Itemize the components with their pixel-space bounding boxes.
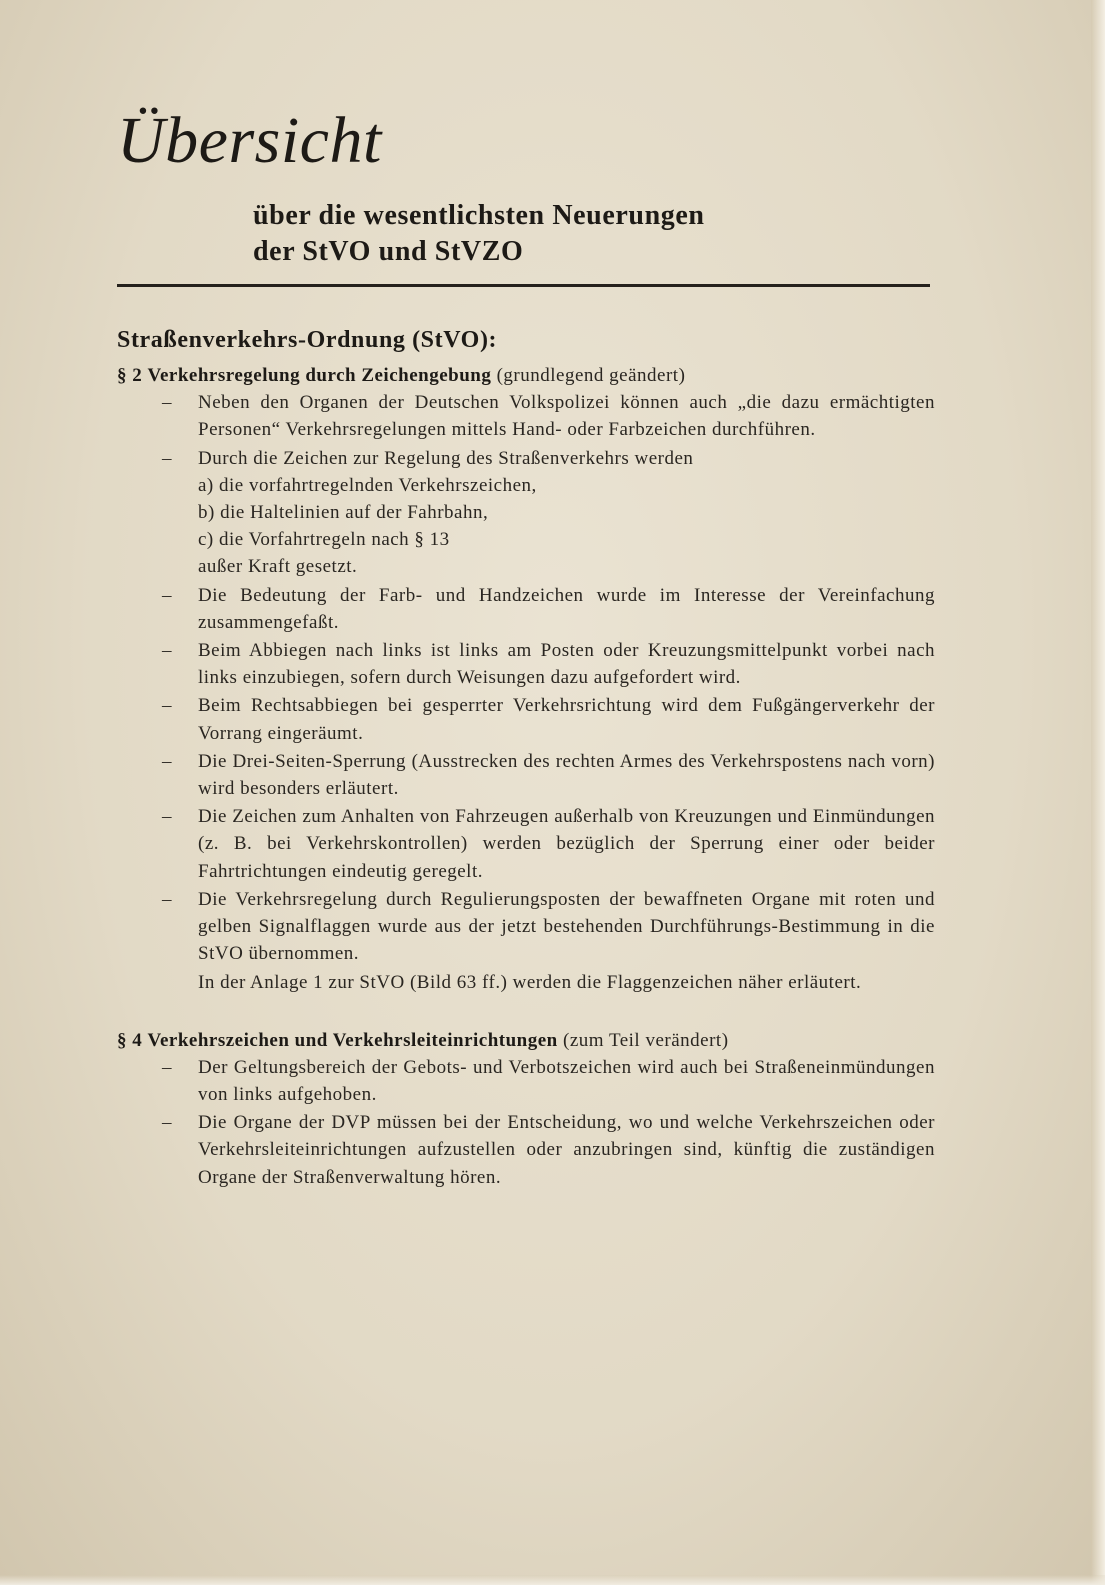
document-body [117,322,935,1192]
paragraph-4-heading [117,1027,935,1054]
list-item [117,1054,935,1108]
paragraph-4-list [117,1054,935,1191]
list-item [117,445,935,581]
section-title: Straßenverkehrs-Ordnung (StVO): [117,327,498,353]
sub-item: c) die Vorfahrtregeln nach § 13 [198,529,450,551]
sub-item: a) die vorfahrtregelnden Verkehrszeichen, [198,474,537,496]
flag-note: In der Anlage 1 zur StVO (Bild 63 ff.) werden die Flaggenzeichen näher erläutert. [198,972,862,994]
list-item [117,748,935,802]
paragraph-4-note: (zum Teil verändert) [563,1029,729,1051]
paragraph-2-number: § 2 [117,365,143,386]
dash-bullet: – [162,1112,172,1134]
subtitle-line-2: der StVO und StVZO [253,236,524,267]
list-item-text: Beim Rechtsabbiegen bei gesperrter Verkehrsrichtung wird dem Fußgängerverkehr der Vorrang eingeräumt. [198,695,935,744]
dash-bullet: – [162,1056,172,1078]
dash-bullet: – [162,392,172,414]
list-item-text: Durch die Zeichen zur Regelung des Straßenverkehrs werden [198,447,694,469]
dash-bullet: – [162,695,172,717]
list-item [117,389,935,443]
list-item-text: Neben den Organen der Deutschen Volkspolizei können auch „die dazu ermächtigten Personen“ Verkehrsregelungen mittels Hand- oder Farbzeichen durchführen. [198,392,935,441]
list-item [117,803,935,885]
paragraph-2-title: Verkehrsregelung durch Zeichengebung [147,365,492,386]
title-divider [117,284,930,287]
page-edge-right [1091,0,1105,1585]
dash-bullet: – [162,447,172,469]
dash-bullet: – [162,888,172,910]
list-item-text: Die Verkehrsregelung durch Regulierungsposten der bewaffneten Organe mit roten und gelben Signalflaggen wurde aus der jetzt bestehenden Durchführungs-Bestimmung in die StVO übernommen. [198,888,935,965]
sub-item: b) die Haltelinien auf der Fahrbahn, [198,502,489,524]
list-item [117,886,935,997]
paragraph-2-list [117,389,935,996]
sub-item: außer Kraft gesetzt. [198,556,358,578]
page-edge-bottom [0,1575,1105,1585]
page-subtitle [253,198,705,270]
subtitle-line-1: über die wesentlichsten Neuerungen [253,200,705,231]
list-item-text: Die Drei-Seiten-Sperrung (Ausstrecken des rechten Armes des Verkehrspostens nach vorn) wird besonders erläutert. [198,750,935,800]
list-item-text: Der Geltungsbereich der Gebots- und Verbotszeichen wird auch bei Straßeneinmündungen von links aufgehoben. [198,1056,935,1106]
dash-bullet: – [162,584,172,606]
paragraph-2-note: (grundlegend geändert) [496,365,686,386]
list-item-text: Die Zeichen zum Anhalten von Fahrzeugen außerhalb von Kreuzungen und Einmündungen (z. B. bei Verkehrskontrollen) werden bezüglich der Sperrung einer oder beider Fahrtrichtungen eindeutig geregelt. [198,806,935,882]
page-title: Übersicht [117,104,382,177]
paragraph-4-title: Verkehrszeichen und Verkehrsleiteinrichtungen [147,1029,558,1051]
paragraph-4-number: § 4 [117,1029,143,1051]
dash-bullet: – [162,750,172,772]
list-item-text: Die Organe der DVP müssen bei der Entscheidung, wo und welche Verkehrszeichen oder Verkehrsleiteinrichtungen aufzustellen oder anzubringen sind, künftig die zuständigen Organe der Straßenverwaltung hören. [198,1112,935,1188]
list-item [117,637,935,691]
paragraph-2-heading [117,362,935,389]
list-item [117,582,935,636]
list-item [117,1109,935,1191]
dash-bullet: – [162,806,172,828]
list-item-text: Die Bedeutung der Farb- und Handzeichen wurde im Interesse der Vereinfachung zusammengefaßt. [198,584,935,633]
dash-bullet: – [162,640,172,662]
list-item-text: Beim Abbiegen nach links ist links am Posten oder Kreuzungsmittelpunkt vorbei nach links einzubiegen, sofern durch Weisungen dazu aufgefordert wird. [198,640,935,689]
list-item [117,692,935,746]
